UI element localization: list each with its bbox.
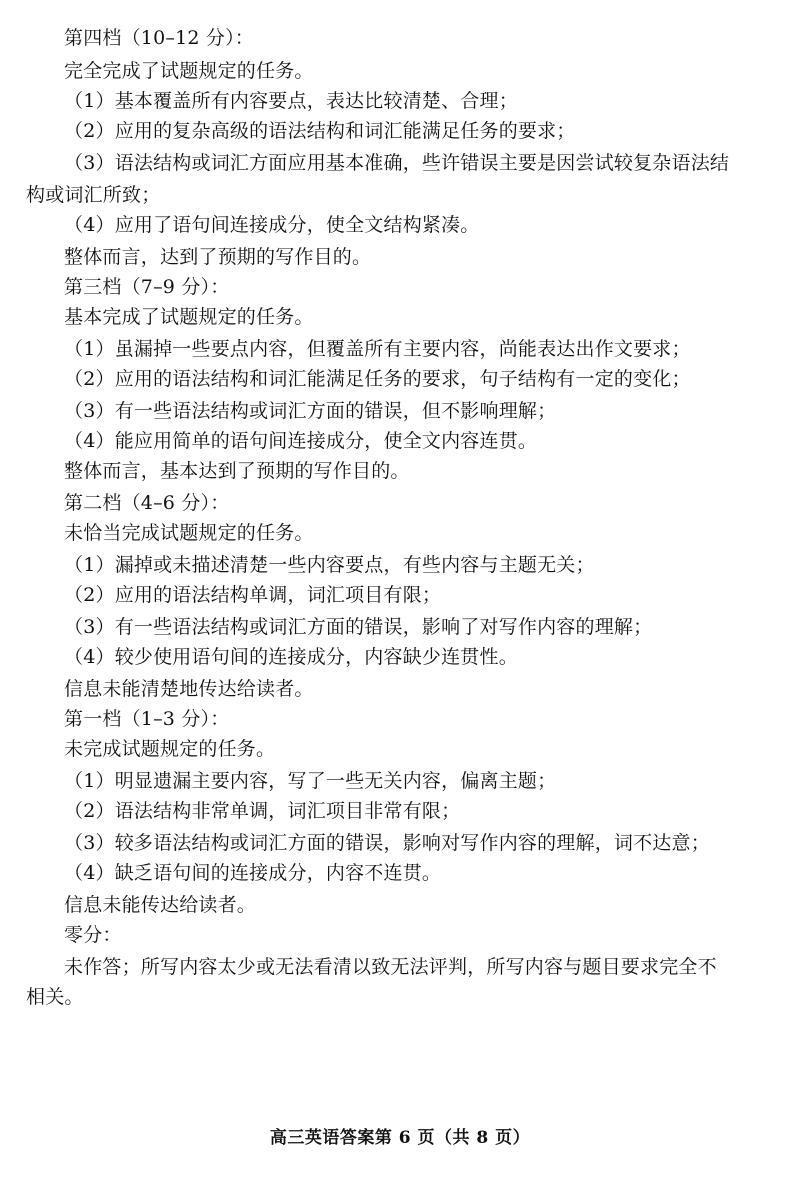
list-item: （4）较少使用语句间的连接成分，内容缺少连贯性。 xyxy=(64,646,518,668)
paragraph-line: 整体而言，基本达到了预期的写作目的。 xyxy=(64,460,410,482)
list-item: （1）虽漏掉一些要点内容，但覆盖所有主要内容，尚能表达出作文要求； xyxy=(64,338,691,360)
paragraph-line: 整体而言，达到了预期的写作目的。 xyxy=(64,246,372,268)
list-item: （2）语法结构非常单调，词汇项目非常有限； xyxy=(64,800,461,822)
list-item: （3）有一些语法结构或词汇方面的错误，但不影响理解； xyxy=(64,400,557,422)
paragraph-line: 信息未能清楚地传达给读者。 xyxy=(64,678,314,700)
paragraph-line: 未完成试题规定的任务。 xyxy=(64,738,276,760)
list-item: （2）应用的语法结构和词汇能满足任务的要求，句子结构有一定的变化； xyxy=(64,368,691,390)
list-item: （2）应用的语法结构单调，词汇项目有限； xyxy=(64,584,442,606)
paragraph-line: 未恰当完成试题规定的任务。 xyxy=(64,522,314,544)
paragraph-line: 信息未能传达给读者。 xyxy=(64,894,257,916)
paragraph-line: 未作答；所写内容太少或无法看清以致无法评判，所写内容与题目要求完全不 xyxy=(64,956,717,978)
list-item: （3）较多语法结构或词汇方面的错误，影响对写作内容的理解，词不达意； xyxy=(64,832,710,854)
list-item: （4）能应用简单的语句间连接成分，使全文内容连贯。 xyxy=(64,430,538,452)
list-item: （2）应用的复杂高级的语法结构和词汇能满足任务的要求； xyxy=(64,120,576,142)
list-item: （3）语法结构或词汇方面应用基本准确，些许错误主要是因尝试较复杂语法结 xyxy=(64,152,730,174)
paragraph-line: 完全完成了试题规定的任务。 xyxy=(64,60,314,82)
heading-level-4: 第四档（10–12 分）： xyxy=(64,27,254,49)
list-item: （4）缺乏语句间的连接成分，内容不连贯。 xyxy=(64,862,442,884)
list-item: （3）有一些语法结构或词汇方面的错误，影响了对写作内容的理解； xyxy=(64,616,653,638)
heading-level-2: 第二档（4–6 分）： xyxy=(64,492,230,514)
list-item: （1）明显遗漏主要内容，写了一些无关内容，偏离主题； xyxy=(64,770,557,792)
list-item: （4）应用了语句间连接成分，使全文结构紧凑。 xyxy=(64,214,480,236)
list-item: （1）基本覆盖所有内容要点，表达比较清楚、合理； xyxy=(64,90,518,112)
heading-zero: 零分： xyxy=(64,924,122,946)
heading-level-3: 第三档（7–9 分）： xyxy=(64,276,230,298)
paragraph-continuation: 相关。 xyxy=(26,986,84,1008)
page-footer: 高三英语答案第 6 页（共 8 页） xyxy=(269,1128,531,1148)
heading-level-1: 第一档（1–3 分）： xyxy=(64,708,230,730)
list-item: （1）漏掉或未描述清楚一些内容要点，有些内容与主题无关； xyxy=(64,554,595,576)
paragraph-line: 基本完成了试题规定的任务。 xyxy=(64,306,314,328)
list-item-continuation: 构或词汇所致； xyxy=(26,184,161,206)
